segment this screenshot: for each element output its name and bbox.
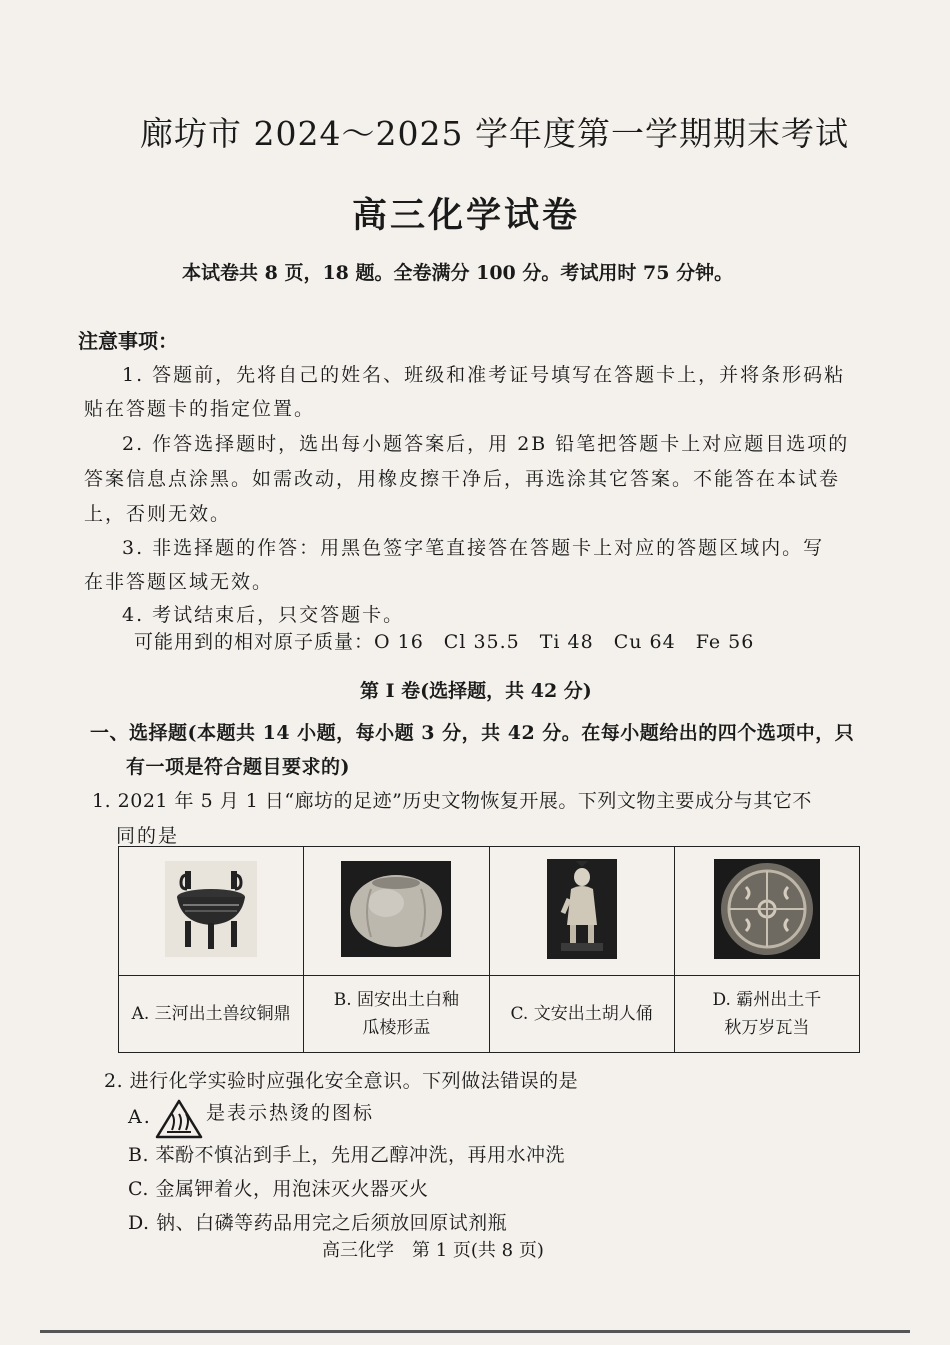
q2-option-a-text: 是表示热烫的图标 (206, 1102, 375, 1124)
q1-option-c-label[interactable] (489, 976, 674, 1053)
q1-option-b-text-1: B. 固安出土白釉 (333, 990, 460, 1010)
q1-option-a-label[interactable] (119, 976, 304, 1053)
page-bottom-edge (40, 1330, 910, 1333)
q1-option-c-text: C. 文安出土胡人俑 (510, 1004, 653, 1024)
part1-heading-line-2: 有一项是符合题目要求的) (126, 756, 350, 778)
q1-option-d-image-cell (674, 847, 859, 976)
notice-item-3-line-2: 在非答题区域无效。 (84, 571, 274, 593)
exam-title: 廊坊市 2024～2025 学年度第一学期期末考试 (140, 114, 849, 153)
q2-option-a-prefix: A. (128, 1106, 152, 1128)
q1-stem-line-2: 同的是 (116, 825, 180, 847)
notice-item-2-line-3: 上，否则无效。 (84, 503, 232, 525)
tile-end-image (714, 859, 820, 959)
section-title: 第 Ⅰ 卷(选择题，共 42 分) (360, 680, 592, 702)
paper-info: 本试卷共 8 页，18 题。全卷满分 100 分。考试用时 75 分钟。 (182, 262, 734, 284)
q1-option-b-label[interactable] (304, 976, 489, 1053)
q2-stem: 2. 进行化学实验时应强化安全意识。下列做法错误的是 (104, 1070, 579, 1092)
part1-heading-line-1: 一、选择题(本题共 14 小题，每小题 3 分，共 42 分。在每小题给出的四个选项中，只 (90, 722, 855, 744)
q1-option-a-image-cell (119, 847, 304, 976)
page-footer: 高三化学 第 1 页(共 8 页) (322, 1240, 544, 1261)
white-glaze-jar-image (341, 861, 451, 957)
q1-option-a-text: A. 三河出土兽纹铜鼎 (131, 1004, 291, 1024)
notice-item-1-line-1: 1. 答题前，先将自己的姓名、班级和准考证号填写在答题卡上，并将条形码粘 (122, 364, 846, 386)
notice-item-2-line-1: 2. 作答选择题时，选出每小题答案后，用 2B 铅笔把答题卡上对应题目选项的 (122, 433, 850, 455)
q1-option-d-text-2: 秋万岁瓦当 (724, 1018, 810, 1038)
q1-options-table (118, 846, 860, 1053)
q1-option-b-image-cell (304, 847, 489, 976)
q1-option-c-image-cell (489, 847, 674, 976)
hot-surface-icon (154, 1098, 204, 1140)
notice-item-1-line-2: 贴在答题卡的指定位置。 (84, 398, 316, 420)
q1-stem-line-1: 1. 2021 年 5 月 1 日“廊坊的足迹”历史文物恢复开展。下列文物主要成分与其它不 (92, 790, 812, 812)
figurine-image (547, 859, 617, 959)
q1-option-d-label[interactable] (674, 976, 859, 1053)
q1-option-b-text-2: 瓜棱形盂 (362, 1018, 431, 1038)
paper-subtitle: 高三化学试卷 (352, 195, 581, 236)
bronze-ding-image (165, 861, 257, 957)
q2-option-c: C. 金属钾着火，用泡沫灭火器灭火 (128, 1178, 429, 1200)
atomic-mass-line: 可能用到的相对原子质量：O 16 Cl 35.5 Ti 48 Cu 64 Fe 56 (134, 631, 755, 653)
q1-option-d-text-1: D. 霸州出土千 (712, 990, 822, 1010)
q2-option-d: D. 钠、白磷等药品用完之后须放回原试剂瓶 (128, 1212, 508, 1234)
notice-item-3-line-1: 3. 非选择题的作答：用黑色签字笔直接答在答题卡上对应的答题区域内。写 (122, 537, 825, 559)
q2-option-b: B. 苯酚不慎沾到手上，先用乙醇冲洗，再用水冲洗 (128, 1144, 566, 1166)
notice-item-4: 4. 考试结束后，只交答题卡。 (122, 604, 405, 626)
notice-item-2-line-2: 答案信息点涂黑。如需改动，用橡皮擦干净后，再选涂其它答案。不能答在本试卷 (84, 468, 841, 490)
notice-heading: 注意事项： (78, 329, 178, 353)
